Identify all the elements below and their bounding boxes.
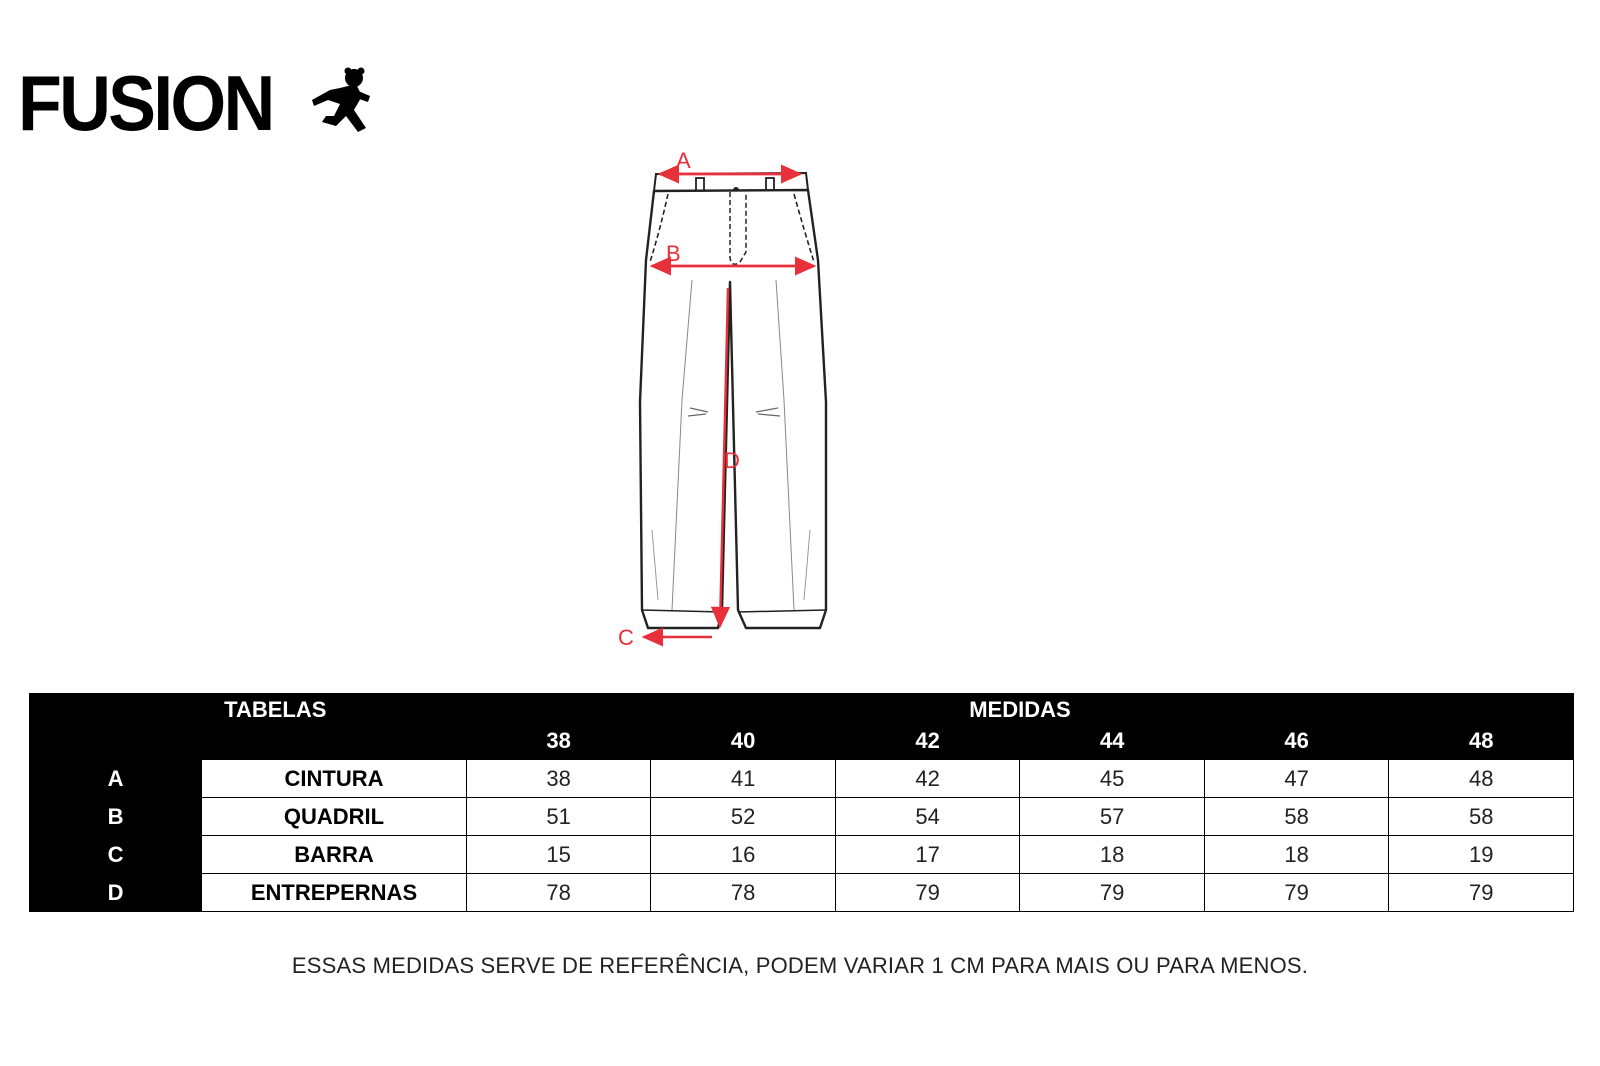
table-cell: 19 (1389, 836, 1574, 874)
table-cell: 58 (1389, 798, 1574, 836)
running-bear-icon (310, 66, 376, 136)
table-cell: 54 (835, 798, 1020, 836)
pants-measurement-diagram (600, 140, 860, 670)
pants-illustration (600, 140, 860, 670)
diagram-label-b: B (666, 241, 681, 266)
table-cell: 51 (466, 798, 651, 836)
row-label: QUADRIL (202, 798, 466, 836)
size-header: 42 (835, 723, 1020, 760)
measurement-footnote: ESSAS MEDIDAS SERVE DE REFERÊNCIA, PODEM VARIAR 1 CM PARA MAIS OU PARA MENOS. (291, 953, 1309, 978)
diagram-label-d: D (724, 448, 740, 473)
size-header: 46 (1204, 723, 1389, 760)
table-cell: 18 (1020, 836, 1205, 874)
table-cell: 79 (835, 874, 1020, 912)
row-label: CINTURA (202, 760, 466, 798)
size-header: 38 (466, 723, 651, 760)
table-cell: 42 (835, 760, 1020, 798)
table-row (29, 798, 1574, 836)
size-table-container (29, 693, 1574, 912)
table-cell: 57 (1020, 798, 1205, 836)
table-cell: 45 (1020, 760, 1205, 798)
table-cell: 79 (1389, 874, 1574, 912)
table-cell: 16 (651, 836, 836, 874)
row-letter: C (29, 836, 202, 874)
row-label: ENTREPERNAS (202, 874, 466, 912)
table-title: TABELAS (29, 693, 466, 760)
brand-name: FUSION (18, 59, 273, 147)
table-cell: 41 (651, 760, 836, 798)
table-cell: 79 (1020, 874, 1205, 912)
row-letter: B (29, 798, 202, 836)
size-header: 44 (1020, 723, 1205, 760)
brand-logo (18, 58, 295, 148)
table-header-row-top (29, 693, 1574, 723)
row-letter: A (29, 760, 202, 798)
row-letter: D (29, 874, 202, 912)
table-row (29, 836, 1574, 874)
table-cell: 79 (1204, 874, 1389, 912)
table-cell: 15 (466, 836, 651, 874)
row-label: BARRA (202, 836, 466, 874)
table-cell: 38 (466, 760, 651, 798)
table-cell: 18 (1204, 836, 1389, 874)
table-cell: 58 (1204, 798, 1389, 836)
table-row (29, 760, 1574, 798)
table-cell: 47 (1204, 760, 1389, 798)
table-cell: 52 (651, 798, 836, 836)
measures-heading: MEDIDAS (466, 693, 1573, 723)
diagram-label-a: A (676, 148, 691, 173)
table-cell: 17 (835, 836, 1020, 874)
size-header: 48 (1389, 723, 1574, 760)
table-row (29, 874, 1574, 912)
size-table (29, 693, 1574, 912)
table-cell: 78 (466, 874, 651, 912)
table-cell: 48 (1389, 760, 1574, 798)
table-cell: 78 (651, 874, 836, 912)
size-header: 40 (651, 723, 836, 760)
diagram-label-c: C (618, 625, 634, 650)
